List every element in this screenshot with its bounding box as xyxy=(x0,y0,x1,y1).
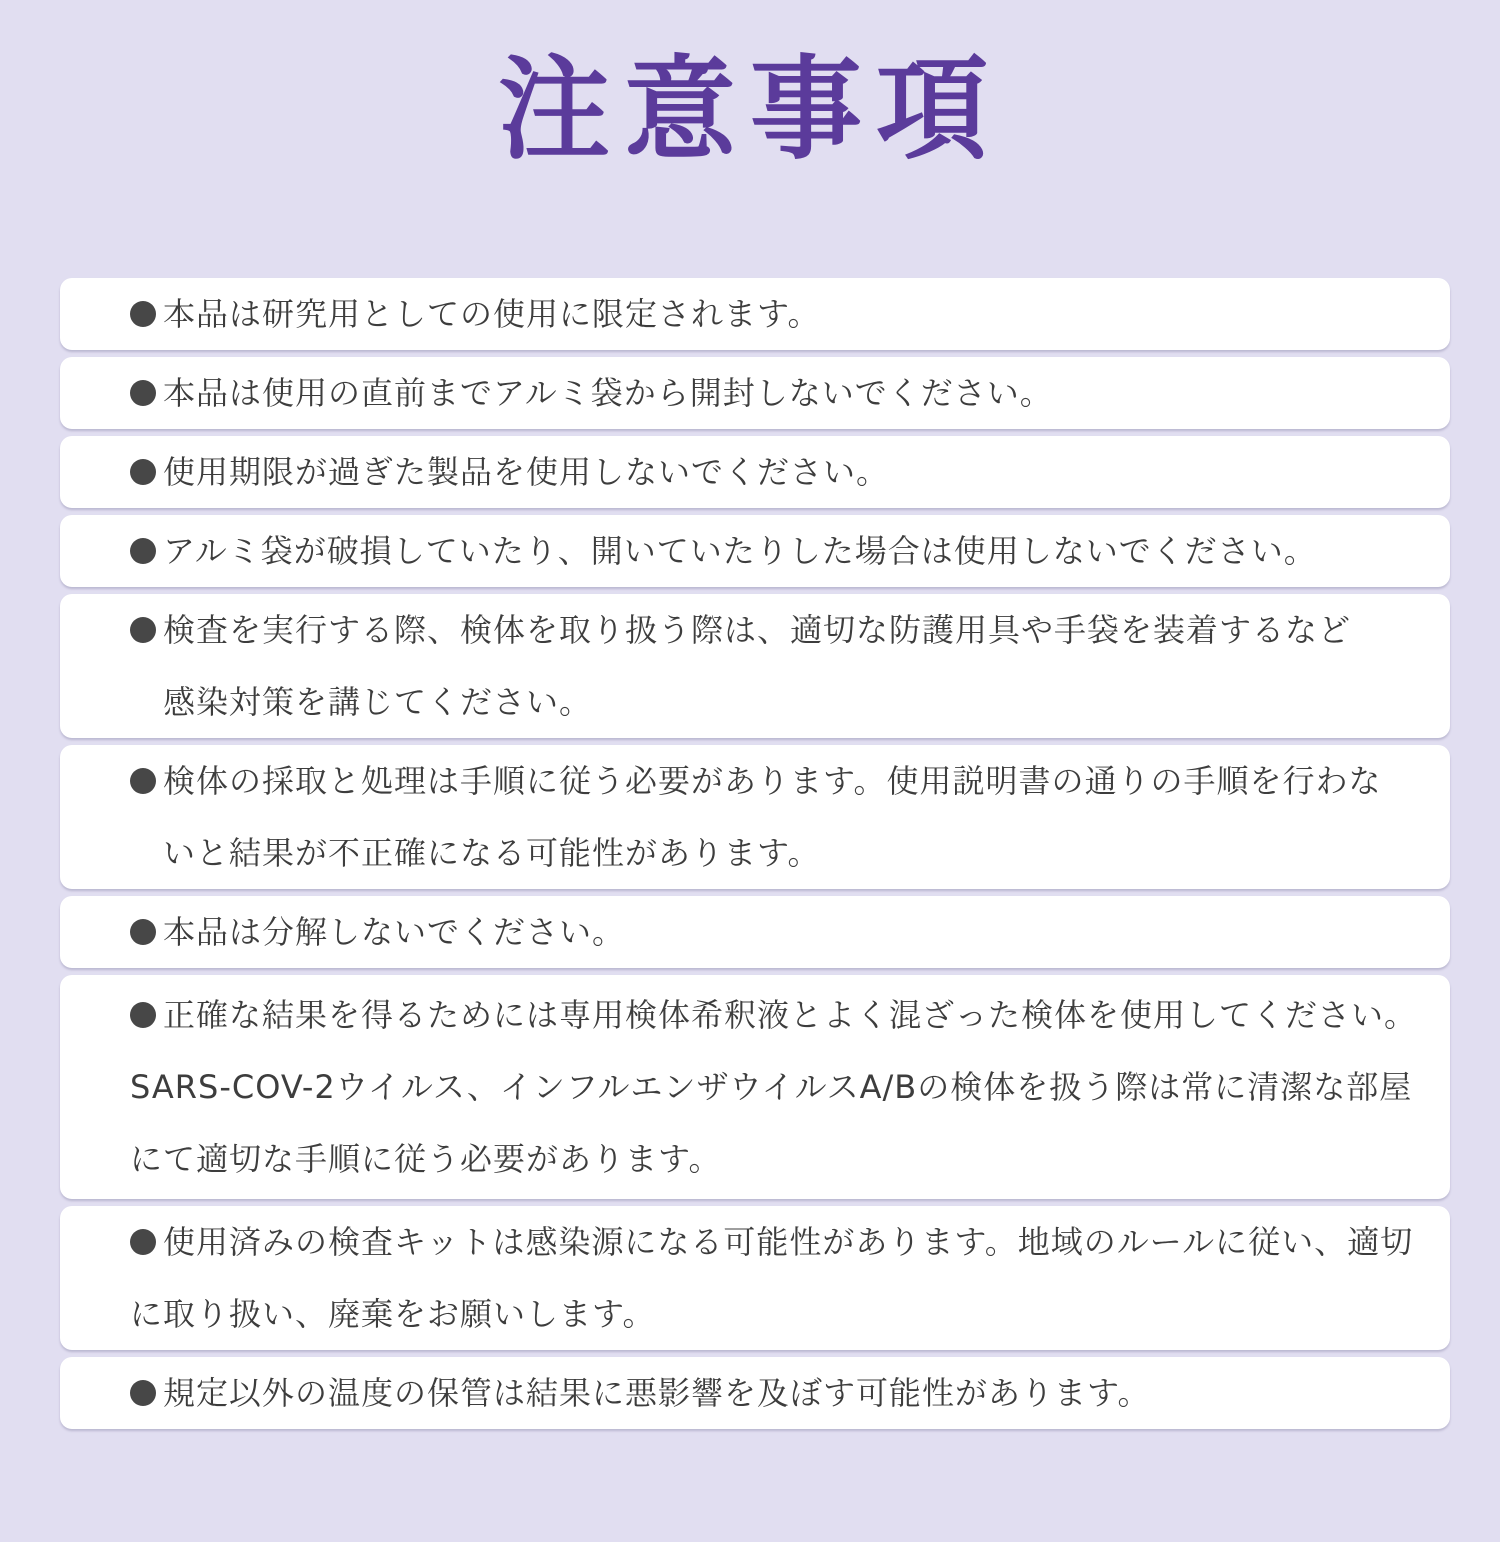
notice-line xyxy=(130,278,1422,350)
bullet-icon xyxy=(130,919,156,945)
notice-item-7 xyxy=(60,896,1450,968)
bullet-icon xyxy=(130,301,156,327)
bullet-icon xyxy=(130,1229,156,1255)
notice-text: 本品は使用の直前までアルミ袋から開封しないでください。 xyxy=(163,373,1053,412)
notice-list xyxy=(60,278,1450,1429)
notice-text: 検査を実行する際、検体を取り扱う際は、適切な防護用具や手袋を装着するなど xyxy=(163,610,1352,649)
notice-line xyxy=(130,357,1422,429)
bullet-icon xyxy=(130,1380,156,1406)
notice-line xyxy=(130,979,1422,1051)
notice-line xyxy=(130,594,1422,666)
notice-item-5 xyxy=(60,594,1450,738)
notice-line xyxy=(130,817,1422,889)
notice-text: 使用期限が過ぎた製品を使用しないでください。 xyxy=(163,452,890,491)
notice-text: SARS-COV-2ウイルス、インフルエンザウイルスA/Bの検体を扱う際は常に清潔な部屋 xyxy=(130,1067,1413,1106)
notice-item-4 xyxy=(60,515,1450,587)
notice-text: いと結果が不正確になる可能性があります。 xyxy=(163,833,821,872)
bullet-icon xyxy=(130,1002,156,1028)
notice-text: 感染対策を講じてください。 xyxy=(163,682,593,721)
bullet-icon xyxy=(130,617,156,643)
notice-line xyxy=(130,1206,1422,1278)
bullet-icon xyxy=(130,380,156,406)
notice-line xyxy=(130,1357,1422,1429)
notice-text: 本品は研究用としての使用に限定されます。 xyxy=(163,294,821,333)
notice-item-6 xyxy=(60,745,1450,889)
notice-line xyxy=(130,666,1422,738)
notice-text: に取り扱い、廃棄をお願いします。 xyxy=(130,1294,656,1333)
notice-item-8 xyxy=(60,975,1450,1199)
notice-line xyxy=(130,896,1422,968)
notice-line xyxy=(130,1123,1422,1195)
notice-text: 使用済みの検査キットは感染源になる可能性があります。地域のルールに従い、適切 xyxy=(163,1222,1414,1261)
notice-text: アルミ袋が破損していたり、開いていたりした場合は使用しないでください。 xyxy=(163,531,1317,570)
notice-item-3 xyxy=(60,436,1450,508)
bullet-icon xyxy=(130,459,156,485)
notice-text: 本品は分解しないでください。 xyxy=(163,912,626,951)
notice-text: 規定以外の温度の保管は結果に悪影響を及ぼす可能性があります。 xyxy=(163,1373,1151,1412)
bullet-icon xyxy=(130,768,156,794)
bullet-icon xyxy=(130,538,156,564)
notice-item-1 xyxy=(60,278,1450,350)
notice-item-9 xyxy=(60,1206,1450,1350)
notice-line xyxy=(130,1278,1422,1350)
notice-line xyxy=(130,436,1422,508)
page-title: 注意事項 xyxy=(498,45,1002,175)
notice-line xyxy=(130,515,1422,587)
notice-text: 正確な結果を得るためには専用検体希釈液とよく混ざった検体を使用してください。 xyxy=(163,995,1418,1034)
notice-text: 検体の採取と処理は手順に従う必要があります。使用説明書の通りの手順を行わな xyxy=(163,761,1382,800)
notice-item-2 xyxy=(60,357,1450,429)
notice-line xyxy=(130,1051,1422,1123)
notice-line xyxy=(130,745,1422,817)
notice-item-10 xyxy=(60,1357,1450,1429)
notice-text: にて適切な手順に従う必要があります。 xyxy=(130,1139,722,1178)
